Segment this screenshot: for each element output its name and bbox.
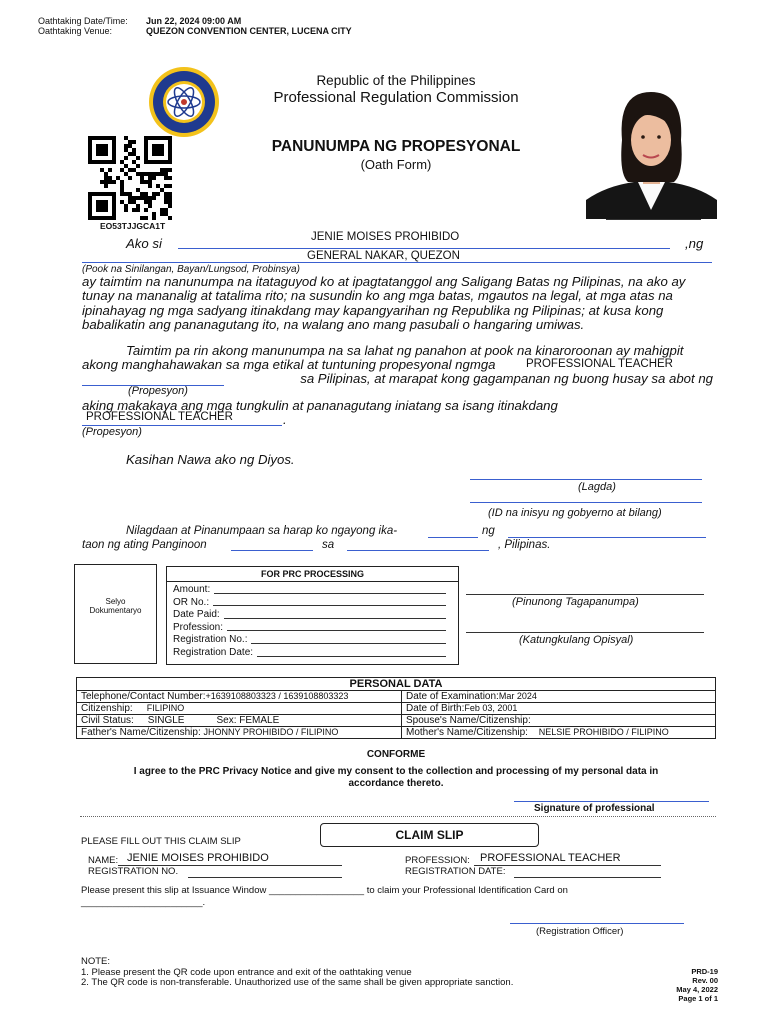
- id-caption: (ID na inisyu ng gobyerno at bilang): [488, 507, 662, 519]
- org-name: Professional Regulation Commission: [273, 89, 519, 106]
- para2-line1: Taimtim pa rin akong manunumpa na sa lahat ng panahon at pook na kinaroroonan ay mahigpit: [126, 343, 684, 358]
- personal-data-title: PERSONAL DATA: [76, 677, 716, 690]
- claim-profession-value: PROFESSIONAL TEACHER: [480, 852, 621, 864]
- propesyon-caption-2: (Propesyon): [82, 426, 142, 438]
- cut-line: [80, 816, 716, 817]
- sworn-sa: sa: [322, 539, 335, 551]
- form-subtitle: (Oath Form): [360, 157, 432, 172]
- para2-line2: akong manghahawakan sa mga etikal at tuntuning propesyonal ngmga: [82, 357, 496, 372]
- sworn-pilipinas: , Pilipinas.: [498, 539, 551, 551]
- katungkulang-caption: (Katungkulang Opisyal): [519, 634, 634, 646]
- id-photo: [586, 82, 717, 219]
- prc-box-title: FOR PRC PROCESSING: [167, 567, 458, 582]
- claim-present-text: Please present this slip at Issuance Window __________________ to claim your Professional Identification Card on _______________________.: [81, 885, 568, 908]
- claim-name-label: NAME:: [88, 855, 119, 866]
- qr-code-id: EO53TJJGCA1T: [100, 221, 166, 231]
- ng-text: ,ng: [685, 236, 704, 251]
- prc-field: Registration No.:: [173, 634, 458, 647]
- prc-field: Amount:: [173, 584, 458, 597]
- note-section: NOTE: 1. Please present the QR code upon entrance and exit of the oathtaking venue 2. The QR code is non-transferable. Unauthorized use of the same shall be given appropriate sanction.: [81, 956, 514, 988]
- lagda-caption: (Lagda): [578, 481, 616, 493]
- selyo-box: Selyo Dokumentaryo: [74, 564, 157, 664]
- sworn-ng: ng: [482, 525, 495, 537]
- oath-venue-label: Oathtaking Venue:: [38, 26, 113, 36]
- prc-field: OR No.:: [173, 597, 458, 610]
- address-caption: (Pook na Sinilangan, Bayan/Lungsod, Probinsya): [82, 264, 300, 275]
- para2-line3: sa Pilipinas, at marapat kong gagampanan ng buong husay sa abot ng: [300, 371, 713, 386]
- blessing-text: Kasihan Nawa ako ng Diyos.: [126, 452, 295, 467]
- form-code: PRD-19 Rev. 00 May 4, 2022 Page 1 of 1: [676, 967, 718, 1003]
- profession-fill-1: PROFESSIONAL TEACHER: [526, 358, 673, 370]
- personal-data-section: [76, 677, 716, 739]
- oath-address: GENERAL NAKAR, QUEZON: [307, 250, 460, 262]
- oath-venue-value: QUEZON CONVENTION CENTER, LUCENA CITY: [146, 26, 352, 36]
- pinunong-caption: (Pinunong Tagapanumpa): [512, 596, 639, 608]
- claim-reg-date-label: REGISTRATION DATE:: [405, 866, 506, 877]
- oath-name: JENIE MOISES PROHIBIDO: [311, 231, 460, 243]
- claim-reg-no-label: REGISTRATION NO.: [88, 866, 179, 877]
- prc-field: Date Paid:: [173, 609, 458, 622]
- propesyon-caption-1: (Propesyon): [128, 385, 188, 397]
- prc-processing-box: [166, 566, 459, 665]
- oath-date-label: Oathtaking Date/Time:: [38, 16, 128, 26]
- signature-caption: Signature of professional: [534, 803, 655, 814]
- prc-fields: [167, 582, 458, 660]
- prc-field: Profession:: [173, 622, 458, 635]
- country-name: Republic of the Philippines: [316, 73, 476, 88]
- ako-si-label: Ako si: [126, 236, 162, 251]
- conforme-title: CONFORME: [366, 749, 426, 760]
- claim-profession-label: PROFESSION:: [405, 855, 470, 866]
- form-title: PANUNUMPA NG PROPESYONAL: [271, 138, 521, 155]
- registration-officer-caption: (Registration Officer): [536, 926, 624, 937]
- conforme-text: I agree to the PRC Privacy Notice and give my consent to the collection and processing of my personal data in accordance thereto.: [133, 766, 659, 789]
- oath-paragraph-1: ay taimtim na nanunumpa na itataguyod ko at ipagtatanggol ang Saligang Batas ng Pilipinas, na ako ay tunay na mananalig at tatalima rito; na susundin ko ang mga batas, mgautos na legal, at mga atas na ipinahayag ng mga sadyang itinakdang may kapangyarihan ng Republika ng Pilipinas; at kusa kong babalikatin ang pananagutang ito, na walang ano mang pasubali o hangaring umiwas.: [82, 274, 686, 332]
- claim-name-value: JENIE MOISES PROHIBIDO: [127, 852, 269, 864]
- prc-field: Registration Date:: [173, 647, 458, 660]
- sworn-line2: taon ng ating Panginoon: [82, 539, 207, 551]
- para2-line4: aking makakaya ang mga tungkulin at pananagutang iniatang sa isang itinakdang: [82, 398, 558, 413]
- personal-data-table: Telephone/Contact Number:+1639108803323 / 1639108803323 Date of Examination:Mar 2024 Citizenship: FILIPINO Date of Birth:Feb 03, 2001 Civil Status: SINGLE Sex: FEMALE Spouse's Name/Citizenship: Father's Name/Citizenship: JHONNY PROHIBIDO / FILIPINO Mother's Name/Citizenship: NELSIE PROHIBIDO / FILIPINO: [76, 690, 716, 739]
- claim-instruction: PLEASE FILL OUT THIS CLAIM SLIP: [81, 836, 241, 847]
- claim-slip-title: CLAIM SLIP: [320, 823, 539, 847]
- period: .: [283, 412, 287, 427]
- profession-fill-2: PROFESSIONAL TEACHER: [86, 411, 233, 423]
- oath-date-value: Jun 22, 2024 09:00 AM: [146, 16, 242, 26]
- sworn-line1: Nilagdaan at Pinanumpaan sa harap ko ngayong ika-: [126, 525, 398, 537]
